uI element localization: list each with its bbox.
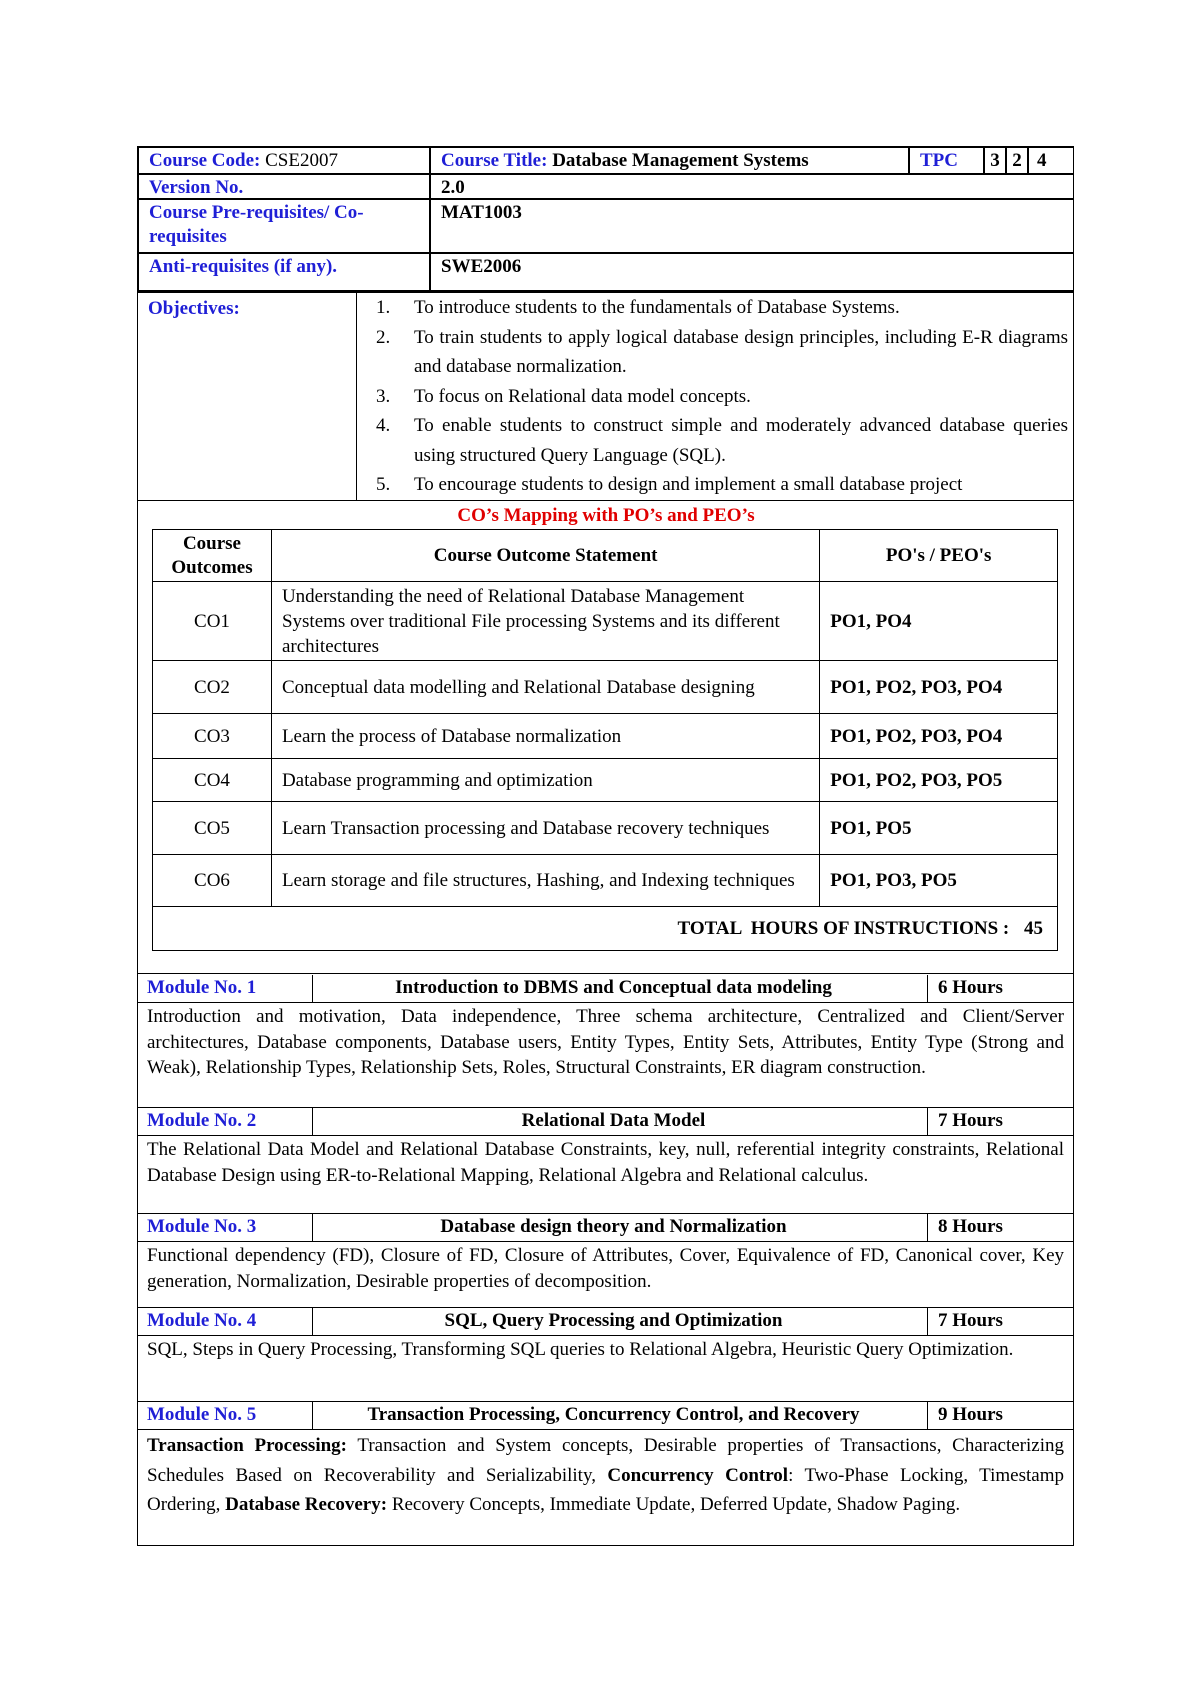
objective-text: To introduce students to the fundamentals of Database Systems. — [414, 297, 900, 318]
course-code-label: Course Code: — [149, 150, 261, 171]
total-hours-row — [153, 907, 1058, 951]
co-row — [153, 714, 1058, 759]
module-number: Module No. 2 — [147, 1110, 257, 1131]
co-statement: Conceptual data modelling and Relational Database designing — [271, 661, 819, 714]
module-header — [137, 1214, 1074, 1242]
objective-text: To train students to apply logical database design principles, including E-R diagrams and database normalization. — [414, 326, 1068, 377]
module-number: Module No. 3 — [147, 1216, 257, 1237]
course-code-cell — [138, 147, 430, 174]
co-row — [153, 661, 1058, 714]
objective-item — [356, 470, 1068, 500]
module-body-heading: Concurrency Control — [607, 1464, 789, 1486]
module-body-text: Transaction and System concepts, Desirable properties of Transactions, Characterizing Schedules Based on Recoverability and Serializability, — [147, 1435, 1064, 1486]
module-number: Module No. 1 — [147, 977, 257, 998]
objective-item — [356, 323, 1068, 382]
module-header — [137, 975, 1074, 1003]
module-body: Introduction and motivation, Data independence, Three schema architecture, Centralized and Client/Server architectures, Database components, Database users, Entity Types, Entity Sets, Attributes, Entity Type (Strong and Weak), Relationship Types, Relationship Sets, Roles, Structural Constraints, ER diagram construction. — [137, 1002, 1074, 1108]
module-body: SQL, Steps in Query Processing, Transforming SQL queries to Relational Algebra, Heuristic Query Optimization. — [137, 1335, 1074, 1402]
version-label: Version No. — [138, 174, 430, 199]
co-statement: Understanding the need of Relational Database Management Systems over traditional File processing Systems and its different architectures — [271, 582, 819, 661]
module-body-heading: Database Recovery: — [225, 1494, 388, 1515]
prereq-label — [138, 199, 430, 253]
course-code: CSE2007 — [265, 150, 338, 171]
objective-text: To encourage students to design and implement a small database project — [414, 474, 963, 495]
co-pos: PO1, PO2, PO3, PO5 — [820, 759, 1058, 802]
module-body: The Relational Data Model and Relational Database Constraints, key, null, referential integrity constraints, Relational Database Design using ER-to-Relational Mapping, Relational Algebra and Relational calculus. — [137, 1135, 1074, 1214]
module-title: Relational Data Model — [312, 1108, 1064, 1135]
module-body-heading: Transaction Processing: — [147, 1435, 348, 1456]
co-row — [153, 855, 1058, 907]
objective-item — [356, 293, 1068, 323]
objective-item — [356, 382, 1068, 412]
module-hours: 7 Hours — [927, 1308, 1073, 1335]
prereq-label-line1: Course Pre-requisites/ Co- — [149, 202, 364, 223]
antireq-label: Anti-requisites (if any). — [138, 253, 430, 291]
module-hours: 9 Hours — [927, 1402, 1073, 1429]
module-number: Module No. 5 — [147, 1404, 257, 1425]
module-hours: 6 Hours — [927, 975, 1073, 1002]
objective-number: 2. — [376, 326, 391, 348]
course-title: Database Management Systems — [552, 150, 809, 171]
prereq-label-line2: requisites — [149, 226, 227, 247]
co-statement: Learn the process of Database normalization — [271, 714, 819, 759]
objective-item — [356, 411, 1068, 470]
module-body: Functional dependency (FD), Closure of FD, Closure of Attributes, Cover, Equivalence of FD, Canonical cover, Key generation, Normalization, Desirable properties of decomposition. — [137, 1241, 1074, 1308]
co-pos: PO1, PO4 — [820, 582, 1058, 661]
col-header-outcomes: Course Outcomes — [153, 530, 272, 582]
module-hours: 8 Hours — [927, 1214, 1073, 1241]
module-header — [137, 1308, 1074, 1336]
total-hours-value: 45 — [1024, 918, 1043, 939]
tpc-label: TPC — [909, 147, 984, 174]
tpc-c: 4 — [1028, 147, 1074, 174]
co-row — [153, 759, 1058, 802]
course-header — [137, 146, 1074, 292]
objectives-label: Objectives: — [148, 298, 240, 319]
module-title: Database design theory and Normalization — [312, 1214, 1064, 1241]
module-hours: 7 Hours — [927, 1108, 1073, 1135]
objective-number: 5. — [376, 474, 391, 495]
total-hours-label: TOTAL HOURS OF INSTRUCTIONS : — [677, 918, 1010, 939]
objective-text: To enable students to construct simple and moderately advanced database queries using structured Query Language (SQL). — [414, 415, 1068, 466]
co-id: CO1 — [153, 582, 272, 661]
antireq-value: SWE2006 — [430, 253, 1074, 291]
co-row — [153, 802, 1058, 855]
co-mapping-table — [152, 529, 1058, 951]
col-header-pos: PO's / PEO's — [820, 530, 1058, 582]
module-body-text: Recovery Concepts, Immediate Update, Deferred Update, Shadow Paging. — [387, 1494, 961, 1515]
module-title: Transaction Processing, Concurrency Control, and Recovery — [312, 1402, 1064, 1429]
version-value: 2.0 — [430, 174, 1074, 199]
objective-number: 4. — [376, 415, 391, 436]
module-body — [137, 1429, 1074, 1546]
co-row — [153, 582, 1058, 661]
objectives-list — [356, 293, 1068, 500]
mapping-title: CO’s Mapping with PO’s and PEO’s — [457, 505, 755, 526]
co-pos: PO1, PO3, PO5 — [820, 855, 1058, 907]
module-title: Introduction to DBMS and Conceptual data modeling — [312, 975, 1064, 1002]
objective-text: To focus on Relational data model concepts. — [414, 385, 751, 407]
co-statement: Learn Transaction processing and Database recovery techniques — [271, 802, 819, 855]
co-statement: Database programming and optimization — [271, 759, 819, 802]
module-header — [137, 1402, 1074, 1430]
module-title: SQL, Query Processing and Optimization — [312, 1308, 1064, 1335]
tpc-p: 2 — [1006, 147, 1028, 174]
co-pos: PO1, PO2, PO3, PO4 — [820, 714, 1058, 759]
tpc-t: 3 — [984, 147, 1006, 174]
co-statement: Learn storage and file structures, Hashing, and Indexing techniques — [271, 855, 819, 907]
total-hours — [153, 907, 1058, 951]
module-header — [137, 1108, 1074, 1136]
co-pos: PO1, PO2, PO3, PO4 — [820, 661, 1058, 714]
objective-number: 1. — [376, 297, 391, 318]
co-id: CO5 — [153, 802, 272, 855]
module-number: Module No. 4 — [147, 1310, 257, 1331]
co-id: CO2 — [153, 661, 272, 714]
course-title-label: Course Title: — [441, 150, 548, 171]
co-id: CO3 — [153, 714, 272, 759]
co-pos: PO1, PO5 — [820, 802, 1058, 855]
co-id: CO4 — [153, 759, 272, 802]
module-body-text: : Two-Phase Locking, Timestamp Ordering, — [147, 1464, 1064, 1515]
objective-number: 3. — [376, 385, 391, 407]
prereq-value: MAT1003 — [430, 199, 1074, 253]
co-id: CO6 — [153, 855, 272, 907]
col-header-statement: Course Outcome Statement — [271, 530, 819, 582]
objectives-bottom-rule — [138, 500, 1074, 501]
course-title-cell — [430, 147, 909, 174]
